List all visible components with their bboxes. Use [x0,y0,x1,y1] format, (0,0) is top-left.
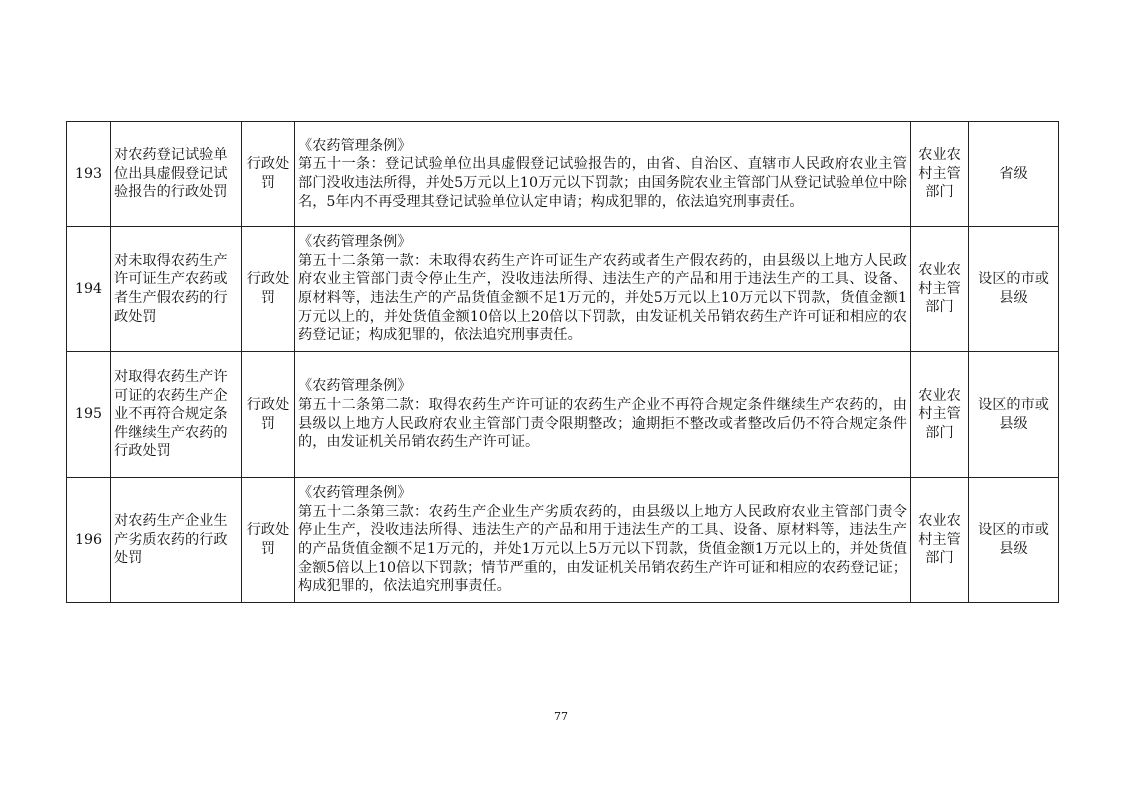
table-row-193 [67,122,1059,227]
law-clause: 第五十二条第二款：取得农药生产许可证的农药生产企业不再符合规定条件继续生产农药的，由县级以上地方人民政府农业主管部门责令限期整改；逾期拒不整改或者整改后仍不符合规定条件的，由发证机关吊销农药生产许可证。 [298,396,907,451]
row-number: 194 [67,227,111,352]
penalty-type: 行政处罚 [242,227,295,352]
law-title: 《农药管理条例》 [298,137,412,154]
law-title: 《农药管理条例》 [298,378,412,395]
page-number: 77 [554,710,568,723]
legal-basis [295,478,911,603]
row-number: 193 [67,122,111,227]
legal-basis [295,122,911,227]
jurisdiction-level: 设区的市或县级 [969,478,1059,603]
jurisdiction-level: 设区的市或县级 [969,227,1059,352]
responsible-department: 农业农村主管部门 [911,122,969,227]
law-title: 《农药管理条例》 [298,485,412,502]
row-number: 195 [67,352,111,478]
jurisdiction-level: 设区的市或县级 [969,352,1059,478]
penalty-type: 行政处罚 [242,122,295,227]
item-name: 对农药生产企业生产劣质农药的行政处罚 [111,478,242,603]
row-number: 196 [67,478,111,603]
penalty-type: 行政处罚 [242,352,295,478]
legal-basis [295,352,911,478]
law-clause: 第五十二条第三款：农药生产企业生产劣质农药的，由县级以上地方人民政府农业主管部门责令停止生产，没收违法所得、违法生产的产品和用于违法生产的工具、设备、原材料等，违法生产的产品货值金额不足1万元的，并处1万元以上5万元以下罚款，货值金额1万元以上的，并处货值金额5倍以上10倍以下罚款；情节严重的，由发证机关吊销农药生产许可证和相应的农药登记证；构成犯罪的，依法追究刑事责任。 [298,503,907,595]
responsible-department: 农业农村主管部门 [911,227,969,352]
law-clause: 第五十二条第一款：未取得农药生产许可证生产农药或者生产假农药的，由县级以上地方人民政府农业主管部门责令停止生产，没收违法所得、违法生产的产品和用于违法生产的工具、设备、原材料等，违法生产的产品货值金额不足1万元的，并处5万元以上10万元以下罚款，货值金额1万元以上的，并处货值金额10倍以上20倍以下罚款，由发证机关吊销农药生产许可证和相应的农药登记证；构成犯罪的，依法追究刑事责任。 [298,252,907,344]
legal-basis [295,227,911,352]
responsible-department: 农业农村主管部门 [911,352,969,478]
law-title: 《农药管理条例》 [298,234,412,251]
jurisdiction-level: 省级 [969,122,1059,227]
responsible-department: 农业农村主管部门 [911,478,969,603]
penalty-type: 行政处罚 [242,478,295,603]
law-clause: 第五十一条：登记试验单位出具虚假登记试验报告的，由省、自治区、直辖市人民政府农业主管部门没收违法所得，并处5万元以上10万元以下罚款；由国务院农业主管部门从登记试验单位中除名，5年内不再受理其登记试验单位认定申请；构成犯罪的，依法追究刑事责任。 [298,156,907,210]
penalty-table [66,121,1059,603]
table-row-196 [67,478,1059,603]
item-name: 对农药登记试验单位出具虚假登记试验报告的行政处罚 [111,122,242,227]
table-row-194 [67,227,1059,352]
table-row-195 [67,352,1059,478]
item-name: 对取得农药生产许可证的农药生产企业不再符合规定条件继续生产农药的行政处罚 [111,352,242,478]
item-name: 对未取得农药生产许可证生产农药或者生产假农药的行政处罚 [111,227,242,352]
